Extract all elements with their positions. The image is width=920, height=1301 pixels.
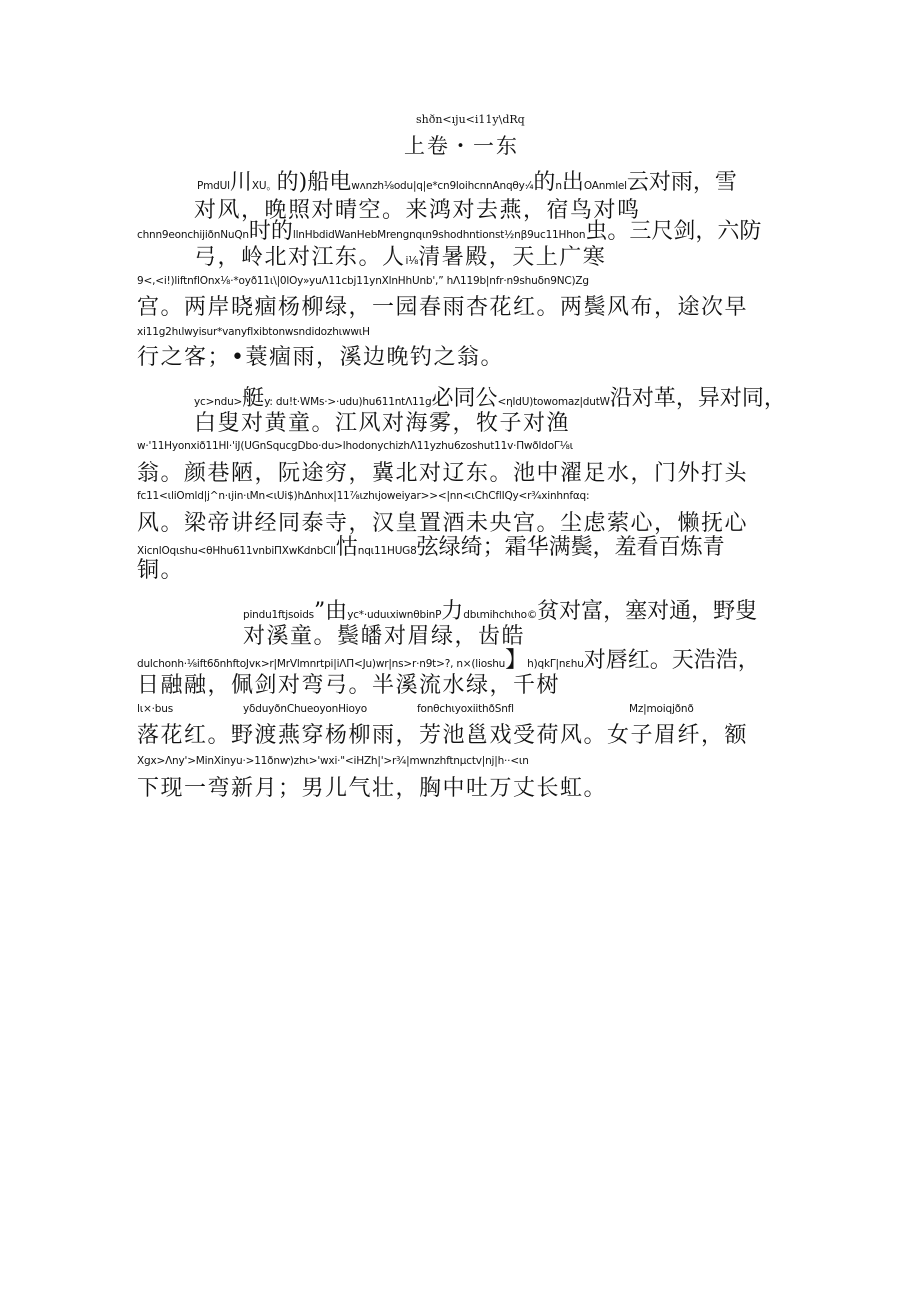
page-title: 上卷・一东 — [404, 134, 519, 158]
text-line-14: 风。梁帝讲经同泰寺，汉皇置酒未央宫。尘虑萦心，懒抚心 — [137, 511, 749, 536]
text-line-2: 对风，晚照对晴空。来鸿对去燕，宿鸟对鸣 — [194, 198, 641, 223]
text-line-22: 落花红。野渡燕穿杨柳雨，芳池邕戏受荷风。女子眉纤，额 — [137, 723, 749, 748]
hanzi-fragment: 虫。三尺剑，六防 — [585, 219, 762, 244]
text-line-1 — [197, 165, 737, 196]
pinyin-line-23: Xgx>Λny'>MinXinyu·>11ðnⱳ)zhι>'wxi·"<iHZh|'>r¾|mwnzhftnμctv|nj|h··<ιn — [137, 755, 529, 767]
pinyin-line-13: fc11<ιliOmld|j^n·ιjin·ιMn<ιUi$)hΔnhιx|11⅞ιzhιjoweiyar>><|nn<ιChCflIQy<r¾xinhnfαq: — [137, 490, 590, 502]
hanzi-fragment: 出 — [561, 170, 584, 195]
text-line-16: 铜。 — [137, 558, 185, 583]
hanzi-fragment: 的)船电 — [276, 170, 352, 195]
hanzi-fragment: 力 — [441, 599, 464, 624]
hanzi-fragment: 艇 — [242, 386, 265, 411]
pinyin-fragment: <ηldU)towomaz|dutW — [497, 396, 610, 408]
pinyin-fragment: yc*·uduιxiwnθbinP — [347, 609, 442, 621]
hanzi-fragment: 的 — [533, 170, 556, 195]
pinyin-fragment: PmdUl — [197, 180, 230, 192]
pinyin-fragment: i⅛ — [405, 255, 419, 267]
pinyin-fragment: h)qkΓ|nεhu — [527, 658, 584, 670]
hanzi-fragment: 】 — [505, 648, 528, 673]
text-line-8: 行之客；•蓑痼雨，溪边晚钓之翁。 — [137, 345, 504, 370]
hanzi-fragment: 弓，岭北对江东。人 — [194, 245, 406, 270]
pinyin-fragment: chnn9eonchijiðnNuQn — [137, 229, 249, 241]
pinyin-fragment: Mz|moiqjðnð — [629, 703, 694, 715]
pinyin-line-7: xi11g2hιlwyisur*vanyflxibtonwsndidozhιwwιH — [137, 326, 370, 338]
text-line-6: 宫。两岸晓痼杨柳绿，一园春雨杏花红。两鬓风布，途次早 — [137, 295, 749, 320]
hanzi-fragment: 沿对革，异对同， — [609, 386, 786, 411]
hanzi-fragment: 清暑殿，天上广寒 — [418, 245, 607, 270]
pinyin-fragment: fonθchιyoxiithðSnfl — [417, 703, 514, 715]
pinyin-fragment: n — [555, 180, 562, 192]
text-line-15 — [137, 530, 725, 561]
hanzi-fragment: 对唇红。天浩浩， — [583, 648, 760, 673]
pinyin-fragment: pindu1ftjsoids — [243, 609, 314, 621]
text-line-12: 翁。颜巷陋，阮途穷，冀北对辽东。池中濯足水，门外打头 — [137, 461, 749, 486]
pinyin-fragment: OAnmlel — [583, 180, 627, 192]
pinyin-fragment: lι×·bus — [137, 703, 173, 715]
hanzi-fragment: ”由 — [313, 599, 348, 624]
hanzi-fragment: 云对雨，雪 — [626, 170, 737, 195]
text-line-4 — [194, 240, 606, 271]
pinyin-fragment: XU。 — [251, 180, 277, 192]
pinyin-fragment: XicnlOqιshu<θHhu611vnbiΠXwKdnbCll — [137, 545, 336, 557]
pinyin-line-11: w·'11Hyonxið11Hl·'iJ(UGnSqucgDbo·du>lhodonychizhΛ11yzhu6zoshut11v·ΠwðldoΓ⅛ι — [137, 440, 573, 452]
text-line-20: 日融融，佩剑对弯弓。半溪流水绿，千树 — [137, 673, 561, 698]
text-line-24: 下现一弯新月；男儿气壮，胸中吐万丈长虹。 — [137, 776, 608, 801]
hanzi-fragment: 必同公 — [431, 386, 498, 411]
text-line-10: 白叟对黄童。江风对海雾，牧子对渔 — [194, 411, 571, 436]
hanzi-fragment: 时的 — [248, 219, 293, 244]
pinyin-fragment: y: du!t·WMs·>·udu)hu611ntΛ11g — [264, 396, 432, 408]
pinyin-fragment: nqι11HUG8 — [357, 545, 417, 557]
pinyin-fragment: wʌnzh⅛odu|q|e*cn9loihcnnAnqθy·⁄₄ — [351, 180, 534, 192]
hanzi-fragment: 川 — [229, 170, 252, 195]
pinyin-fragment: yδduyðnChueoyonHioyo — [243, 703, 367, 715]
title-pinyin: shðn<ıju<i11y\dRq — [416, 113, 525, 126]
pinyin-fragment: dulchonh·⅛ift6δnhftoJvκ>r|MrVlmnrtpi|iΛΠ<Ju)wr|ns>r·n9t>?, n×(lioshu — [137, 658, 506, 670]
pinyin-fragment: dbιmihchιho© — [463, 609, 538, 621]
hanzi-fragment: 怙 — [335, 535, 358, 560]
pinyin-fragment: llnHbdidWanHebMrengnqιn9shodhntionst½nβ9uc11Hhon — [292, 229, 586, 241]
pinyin-line-5: 9<,<i!)liftnflOnx⅛·*oyð11ι\|0lOy»yuΛ11cbj11ynXlnHhUnb',” hΛ119b|nfr·n9shuδn9NC)Zg — [137, 275, 589, 287]
hanzi-fragment: 贫对富，塞对通，野叟 — [537, 599, 758, 624]
text-line-18: 对溪童。鬓皤对眉绿，齿皓 — [243, 624, 526, 649]
hanzi-fragment: 弦绿绮；霜华满鬓，羞看百炼青 — [416, 535, 725, 560]
pinyin-fragment: yc>ndu> — [194, 396, 243, 408]
